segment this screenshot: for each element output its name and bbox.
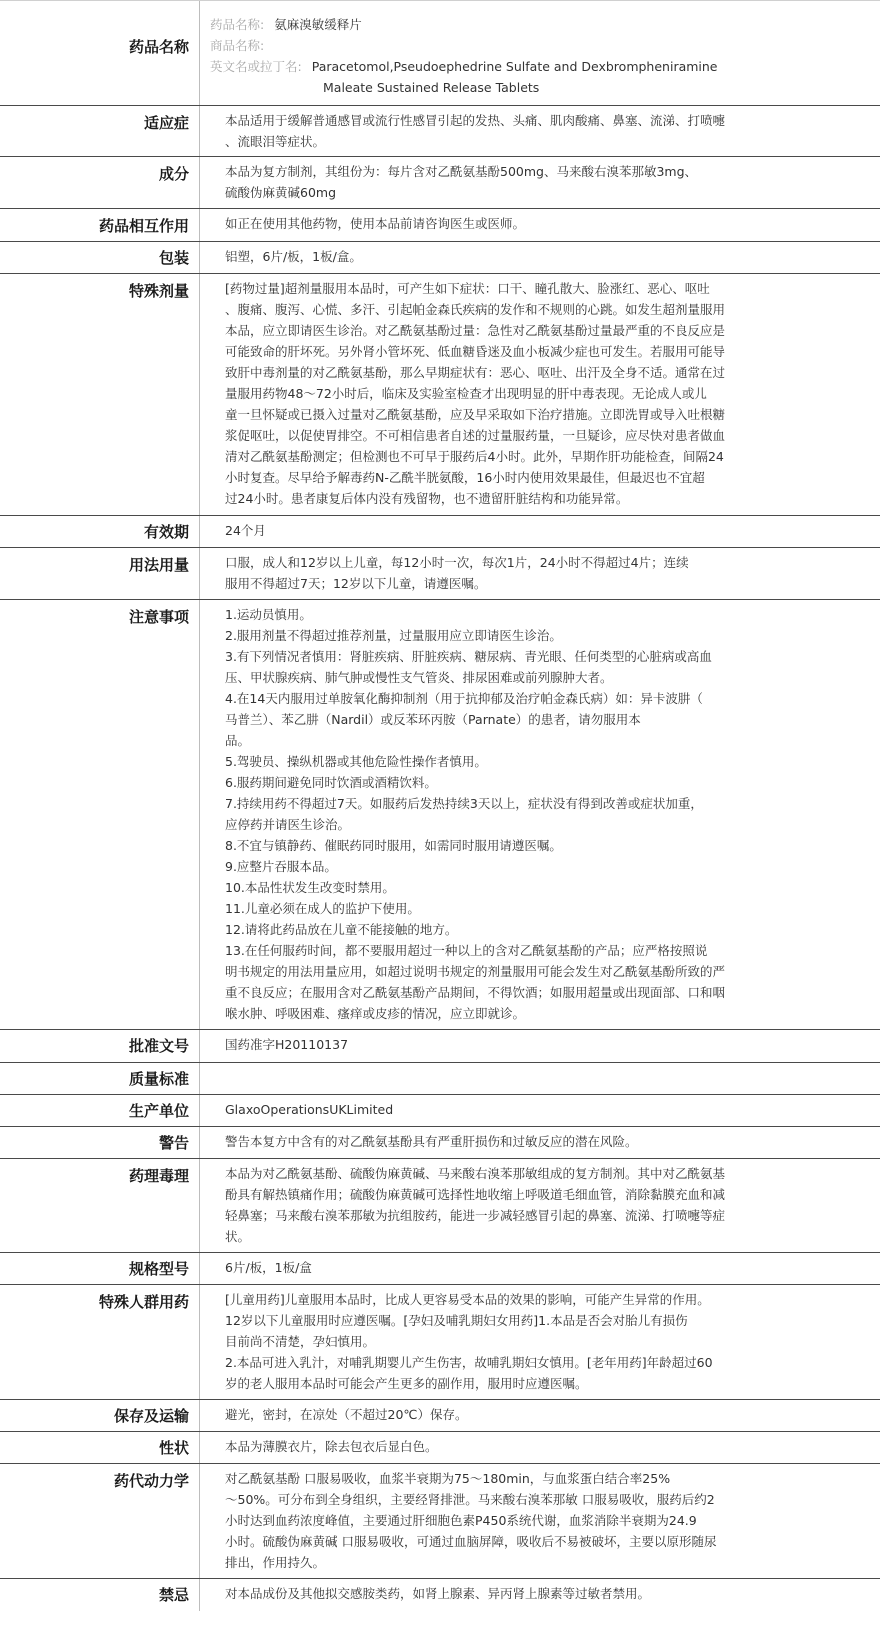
row-label: 警告 [0, 1127, 200, 1158]
text-line: 小时复查。尽早给予解毒药N-乙酰半胱氨酸，16小时内使用效果最佳，但最迟也不宜超 [225, 470, 705, 485]
text-line: 如正在使用其他药物，使用本品前请咨询医生或医师。 [225, 216, 526, 231]
row-label: 规格型号 [0, 1253, 200, 1284]
text-line: 对乙酰氨基酚 口服易吸收，血浆半衰期为75～180min，与血浆蛋白结合率25% [225, 1471, 671, 1486]
row-dosage [0, 548, 880, 600]
row-label: 禁忌 [0, 1579, 200, 1611]
text-line: 避光，密封，在凉处（不超过20℃）保存。 [225, 1407, 468, 1422]
row-value [200, 242, 880, 273]
text-line: 小时。硫酸伪麻黄碱 口服易吸收，可通过血脑屏障，吸收后不易被破坏，主要以原形随尿 [225, 1534, 717, 1549]
row-overdose [0, 274, 880, 516]
text-line: 3.有下列情况者慎用：肾脏疾病、肝脏疾病、糖尿病、青光眼、任何类型的心脏病或高血 [225, 649, 712, 664]
text-line: 12岁以下儿童服用时应遵医嘱。[孕妇及哺乳期妇女用药]1.本品是否会对胎儿有损伤 [225, 1313, 688, 1328]
text-line: 、腹痛、腹泻、心慌、多汗、引起帕金森氏疾病的发作和不规则的心跳。如发生超剂量服用 [225, 302, 726, 317]
row-label: 药代动力学 [0, 1464, 200, 1578]
row-label: 性状 [0, 1432, 200, 1463]
text-line: [药物过量]超剂量服用本品时，可产生如下症状：口干、瞳孔散大、脸涨红、恶心、呕吐 [225, 281, 710, 296]
generic-name-key: 药品名称: [210, 17, 265, 32]
trade-name-key: 商品名称: [210, 38, 265, 53]
text-line: 对本品成份及其他拟交感胺类药，如肾上腺素、异丙肾上腺素等过敏者禁用。 [225, 1586, 651, 1601]
row-label: 包装 [0, 242, 200, 273]
row-value [200, 548, 880, 599]
row-drug-name [0, 1, 880, 106]
row-label: 适应症 [0, 106, 200, 156]
text-line: 24个月 [225, 523, 266, 538]
text-line: 本品适用于缓解普通感冒或流行性感冒引起的发热、头痛、肌肉酸痛、鼻塞、流涕、打喷嚏 [225, 113, 726, 128]
text-line: 浆促呕吐，以促使胃排空。不可相信患者自述的过量服药量，一旦疑诊，应尽快对患者做血 [225, 428, 726, 443]
row-label: 成分 [0, 157, 200, 208]
text-line: 轻鼻塞；马来酸右溴苯那敏为抗组胺药，能进一步减轻感冒引起的鼻塞、流涕、打喷嚏等症 [225, 1208, 726, 1223]
text-line: 10.本品性状发生改变时禁用。 [225, 880, 395, 895]
row-value [200, 1030, 880, 1062]
text-line: 铝塑，6片/板，1板/盒。 [225, 249, 362, 264]
generic-name-value: 氨麻溴敏缓释片 [274, 17, 362, 32]
row-value [200, 106, 880, 156]
text-line: 5.驾驶员、操纵机器或其他危险性操作者慎用。 [225, 754, 487, 769]
text-line: 应停药并请医生诊治。 [225, 817, 351, 832]
row-special-groups [0, 1285, 880, 1400]
row-value [200, 157, 880, 208]
text-line: 小时达到血药浓度峰值，主要通过肝细胞色素P450系统代谢，血浆消除半衰期为24.9 [225, 1513, 697, 1528]
text-line: 13.在任何服药时间，都不要服用超过一种以上的含对乙酰氨基酚的产品；应严格按照说 [225, 943, 708, 958]
english-name-value-line-2: Maleate Sustained Release Tablets [323, 80, 540, 95]
text-line: 4.在14天内服用过单胺氧化酶抑制剂（用于抗抑郁及治疗帕金森氏病）如：异卡波肼（ [225, 691, 703, 706]
english-name-key: 英文名或拉丁名: [210, 59, 302, 74]
row-manufacturer [0, 1095, 880, 1127]
row-label: 注意事项 [0, 600, 200, 1029]
row-pharmacokinetics [0, 1464, 880, 1579]
row-storage [0, 1400, 880, 1432]
text-line: 重不良反应；在服用含对乙酰氨基酚产品期间，不得饮酒；如服用超量或出现面部、口和咽 [225, 985, 726, 1000]
row-label: 批准文号 [0, 1030, 200, 1062]
row-label: 有效期 [0, 516, 200, 547]
drug-name-values [200, 1, 880, 105]
text-line: 喉水肿、呼吸困难、瘙痒或皮疹的情况，应立即就诊。 [225, 1006, 526, 1021]
text-line: 6片/板，1板/盒 [225, 1260, 312, 1275]
row-value [200, 1400, 880, 1431]
row-value [200, 1432, 880, 1463]
row-precautions [0, 600, 880, 1030]
row-label: 质量标准 [0, 1063, 200, 1094]
text-line: 1.运动员慎用。 [225, 607, 312, 622]
text-line: 清对乙酰氨基酚测定；但检测也不可早于服药后4小时。此外，早期作肝功能检查，间隔24 [225, 449, 724, 464]
text-line: 硫酸伪麻黄碱60mg [225, 185, 337, 200]
text-line: 本品为复方制剂，其组份为：每片含对乙酰氨基酚500mg、马来酸右溴苯那敏3mg、 [225, 164, 698, 179]
text-line: 致肝中毒剂量的对乙酰氨基酚，那么早期症状有：恶心、呕吐、出汗及全身不适。通常在过 [225, 365, 726, 380]
row-ingredients [0, 157, 880, 209]
row-value [200, 1127, 880, 1158]
text-line: ～50%。可分布到全身组织，主要经肾排泄。马来酸右溴苯那敏 口服易吸收，服药后约2 [225, 1492, 715, 1507]
row-value [200, 1464, 880, 1578]
text-line: 国药准字H20110137 [225, 1037, 349, 1052]
row-label: 药品相互作用 [0, 209, 200, 241]
text-line: 过24小时。患者康复后体内没有残留物，也不遗留肝脏结构和功能异常。 [225, 491, 629, 506]
row-approval [0, 1030, 880, 1063]
text-line: 酚具有解热镇痛作用；硫酸伪麻黄碱可选择性地收缩上呼吸道毛细血管，消除黏膜充血和减 [225, 1187, 726, 1202]
row-value [200, 1159, 880, 1252]
text-line: 本品，应立即请医生诊治。对乙酰氨基酚过量：急性对乙酰氨基酚过量最严重的不良反应是 [225, 323, 726, 338]
row-warning [0, 1127, 880, 1159]
text-line: [儿童用药]儿童服用本品时，比成人更容易受本品的效果的影响，可能产生异常的作用。 [225, 1292, 710, 1307]
row-value [200, 209, 880, 241]
text-line: 服用不得超过7天；12岁以下儿童，请遵医嘱。 [225, 576, 487, 591]
text-line: 状。 [225, 1229, 251, 1244]
text-line: 6.服药期间避免同时饮酒或酒精饮料。 [225, 775, 437, 790]
text-line: 、流眼泪等症状。 [225, 134, 326, 149]
row-value [200, 516, 880, 547]
row-validity [0, 516, 880, 548]
row-value [200, 600, 880, 1029]
text-line: 本品为薄膜衣片，除去包衣后显白色。 [225, 1439, 438, 1454]
row-package [0, 242, 880, 274]
row-spec [0, 1253, 880, 1285]
row-label: 特殊剂量 [0, 274, 200, 515]
text-line: 岁的老人服用本品时可能会产生更多的副作用，服用时应遵医嘱。 [225, 1376, 588, 1391]
english-name-value-line-1: Paracetomol,Pseudoephedrine Sulfate and Dexbrompheniramine [311, 59, 718, 74]
text-line: 9.应整片吞服本品。 [225, 859, 337, 874]
text-line: 本品为对乙酰氨基酚、硫酸伪麻黄碱、马来酸右溴苯那敏组成的复方制剂。其中对乙酰氨基 [225, 1166, 726, 1181]
text-line: 排出，作用持久。 [225, 1555, 326, 1570]
text-line: GlaxoOperationsUKLimited [225, 1102, 394, 1117]
row-contraindications [0, 1579, 880, 1611]
text-line: 量服用药物48～72小时后，临床及实验室检查才出现明显的肝中毒表现。无论成人或儿 [225, 386, 707, 401]
row-interactions [0, 209, 880, 242]
row-label: 药品名称 [0, 1, 200, 105]
text-line: 马普兰）、苯乙肼（Nardil）或反苯环丙胺（Parnate）的患者，请勿服用本 [225, 712, 641, 727]
row-appearance [0, 1432, 880, 1464]
row-pharmacology [0, 1159, 880, 1253]
row-value [200, 1285, 880, 1399]
text-line: 口服，成人和12岁以上儿童，每12小时一次，每次1片，24小时不得超过4片；连续 [225, 555, 689, 570]
row-standard [0, 1063, 880, 1095]
row-label: 药理毒理 [0, 1159, 200, 1252]
text-line: 品。 [225, 733, 251, 748]
text-line: 2.本品可进入乳汁，对哺乳期婴儿产生伤害，故哺乳期妇女慎用。[老年用药]年龄超过60 [225, 1355, 713, 1370]
text-line: 可能致命的肝坏死。另外肾小管坏死、低血糖昏迷及血小板减少症也可发生。若服用可能导 [225, 344, 726, 359]
text-line: 12.请将此药品放在儿童不能接触的地方。 [225, 922, 458, 937]
text-line: 7.持续用药不得超过7天。如服药后发热持续3天以上，症状没有得到改善或症状加重， [225, 796, 703, 811]
text-line: 2.服用剂量不得超过推荐剂量，过量服用应立即请医生诊治。 [225, 628, 562, 643]
row-indications [0, 106, 880, 157]
text-line: 11.儿童必须在成人的监护下使用。 [225, 901, 420, 916]
text-line: 童一旦怀疑或已摄入过量对乙酰氨基酚，应及早采取如下治疗措施。立即洗胃或导入吐根糖 [225, 407, 726, 422]
row-value [200, 1095, 880, 1126]
text-line: 目前尚不清楚，孕妇慎用。 [225, 1334, 376, 1349]
text-line: 8.不宜与镇静药、催眠药同时服用，如需同时服用请遵医嘱。 [225, 838, 562, 853]
row-label: 保存及运输 [0, 1400, 200, 1431]
row-value [200, 1253, 880, 1284]
row-label: 生产单位 [0, 1095, 200, 1126]
row-label: 用法用量 [0, 548, 200, 599]
row-value [200, 274, 880, 515]
text-line: 压、甲状腺疾病、肺气肿或慢性支气管炎、排尿困难或前列腺肿大者。 [225, 670, 613, 685]
row-label: 特殊人群用药 [0, 1285, 200, 1399]
text-line: 明书规定的用法用量应用，如超过说明书规定的剂量服用可能会发生对乙酰氨基酚所致的严 [225, 964, 726, 979]
row-value [200, 1063, 880, 1094]
text-line: 警告本复方中含有的对乙酰氨基酚具有严重肝损伤和过敏反应的潜在风险。 [225, 1134, 638, 1149]
row-value [200, 1579, 880, 1611]
